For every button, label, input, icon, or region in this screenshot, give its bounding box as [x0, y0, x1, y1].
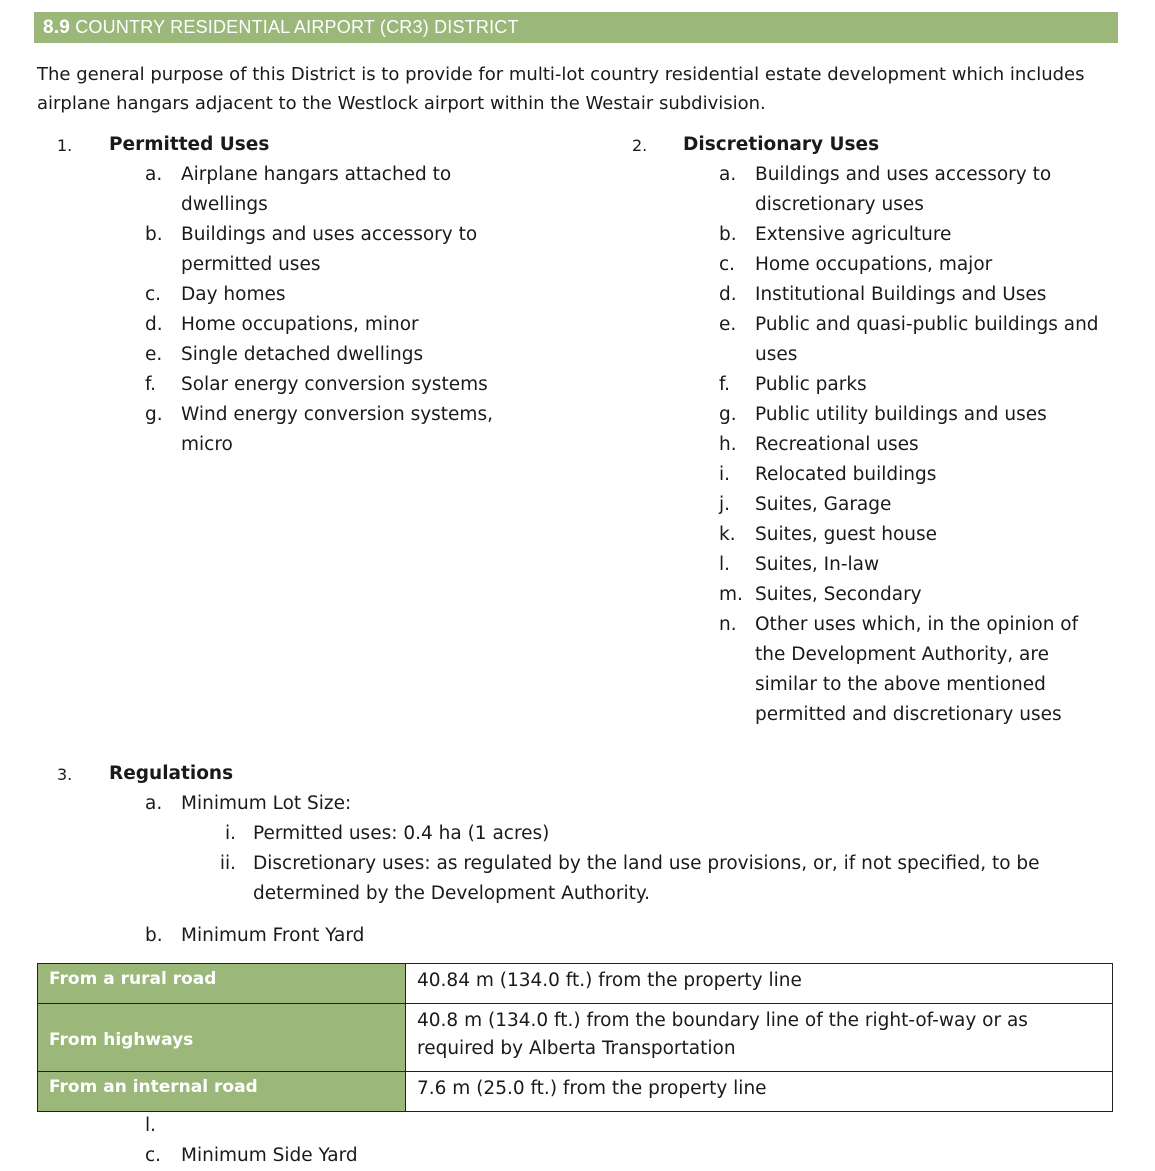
table-value-cell: 40.8 m (134.0 ft.) from the boundary line of the right-of-way or as required by Alberta Transportation — [406, 1004, 1113, 1072]
list-item-label: a. — [719, 164, 737, 185]
list-item-text: permitted and discretionary uses — [755, 704, 1062, 725]
list-item-text: Institutional Buildings and Uses — [755, 284, 1047, 305]
permitted-number: 1. — [57, 136, 73, 155]
table-head-cell: From highways — [38, 1004, 406, 1072]
intro-paragraph: The general purpose of this District is to provide for multi-lot country residential estate development which includes airplane hangars adjacent to the Westlock airport within the Westair subdivision. — [37, 64, 1085, 114]
reg-c-label: c. — [145, 1145, 162, 1166]
list-item-text: Wind energy conversion systems, — [181, 404, 493, 425]
list-item-label: g. — [719, 404, 737, 425]
list-item-label: f. — [145, 374, 157, 395]
sublist-item-text: Discretionary uses: as regulated by the land use provisions, or, if not specified, to be — [253, 853, 1040, 874]
list-item-label: g. — [145, 404, 163, 425]
list-item-label: l. — [719, 554, 731, 575]
permitted-title: Permitted Uses — [109, 134, 270, 155]
regulations-number: 3. — [57, 765, 73, 784]
list-item-label: m. — [719, 584, 743, 605]
list-item-label: d. — [719, 284, 737, 305]
discretionary-title: Discretionary Uses — [683, 134, 880, 155]
front-yard-table — [37, 963, 1113, 1112]
table-row — [38, 1004, 1113, 1072]
stray-list-label: l. — [145, 1115, 157, 1136]
section-number: 8.9 — [43, 17, 71, 38]
sublist-item-text: determined by the Development Authority. — [253, 883, 651, 904]
list-item-text: similar to the above mentioned — [755, 674, 1046, 695]
section-header — [34, 12, 1118, 43]
list-item-text: uses — [755, 344, 798, 365]
list-item-text: Recreational uses — [755, 434, 919, 455]
list-item-label: i. — [719, 464, 731, 485]
reg-a-label: a. — [145, 793, 163, 814]
list-item-text: Home occupations, major — [755, 254, 993, 275]
section-title: COUNTRY RESIDENTIAL AIRPORT (CR3) DISTRICT — [75, 17, 519, 37]
list-item-text: Suites, Garage — [755, 494, 892, 515]
list-item-label: c. — [145, 284, 162, 305]
list-item-label: d. — [145, 314, 163, 335]
sublist-item-label: i. — [224, 823, 236, 844]
list-item-text: Relocated buildings — [755, 464, 937, 485]
list-item-text: Public utility buildings and uses — [755, 404, 1047, 425]
list-item-label: j. — [719, 494, 731, 515]
reg-c-text: Minimum Side Yard — [181, 1145, 358, 1166]
list-item-label: f. — [719, 374, 731, 395]
list-item-text: Other uses which, in the opinion of — [755, 614, 1079, 635]
discretionary-number: 2. — [632, 136, 648, 155]
table-head-cell: From a rural road — [38, 964, 406, 1004]
table-head-cell: From an internal road — [38, 1072, 406, 1112]
list-item-label: n. — [719, 614, 737, 635]
list-item-text: Extensive agriculture — [755, 224, 952, 245]
list-item-text: Suites, guest house — [755, 524, 938, 545]
sublist-item-text: Permitted uses: 0.4 ha (1 acres) — [253, 823, 550, 844]
list-item-text: the Development Authority, are — [755, 644, 1049, 665]
list-item-text: Public and quasi-public buildings and — [755, 314, 1099, 335]
table-row — [38, 1072, 1113, 1112]
list-item-label: e. — [145, 344, 163, 365]
table-value-cell: 40.84 m (134.0 ft.) from the property line — [406, 964, 1113, 1004]
list-item-text: dwellings — [181, 194, 268, 215]
list-item-label: e. — [719, 314, 737, 335]
reg-a-text: Minimum Lot Size: — [181, 793, 352, 814]
reg-b-text: Minimum Front Yard — [181, 925, 365, 946]
list-item-label: k. — [719, 524, 736, 545]
list-item-text: Single detached dwellings — [181, 344, 424, 365]
list-item-text: Buildings and uses accessory to — [755, 164, 1052, 185]
list-item-text: permitted uses — [181, 254, 321, 275]
table-value-cell: 7.6 m (25.0 ft.) from the property line — [406, 1072, 1113, 1112]
list-item-text: micro — [181, 434, 233, 455]
reg-b-label: b. — [145, 925, 163, 946]
sublist-item-label: ii. — [219, 853, 236, 874]
list-item-text: Buildings and uses accessory to — [181, 224, 478, 245]
list-item-text: Solar energy conversion systems — [181, 374, 488, 395]
list-item-text: Suites, In-law — [755, 554, 880, 575]
list-item-label: c. — [719, 254, 736, 275]
list-item-label: a. — [145, 164, 163, 185]
list-item-text: discretionary uses — [755, 194, 924, 215]
list-item-text: Home occupations, minor — [181, 314, 419, 335]
list-item-text: Public parks — [755, 374, 867, 395]
list-item-label: b. — [719, 224, 737, 245]
list-item-label: b. — [145, 224, 163, 245]
list-item-text: Suites, Secondary — [755, 584, 922, 605]
list-item-text: Day homes — [181, 284, 286, 305]
list-item-label: h. — [719, 434, 737, 455]
regulations-title: Regulations — [109, 763, 234, 784]
table-row — [38, 964, 1113, 1004]
list-item-text: Airplane hangars attached to — [181, 164, 452, 185]
